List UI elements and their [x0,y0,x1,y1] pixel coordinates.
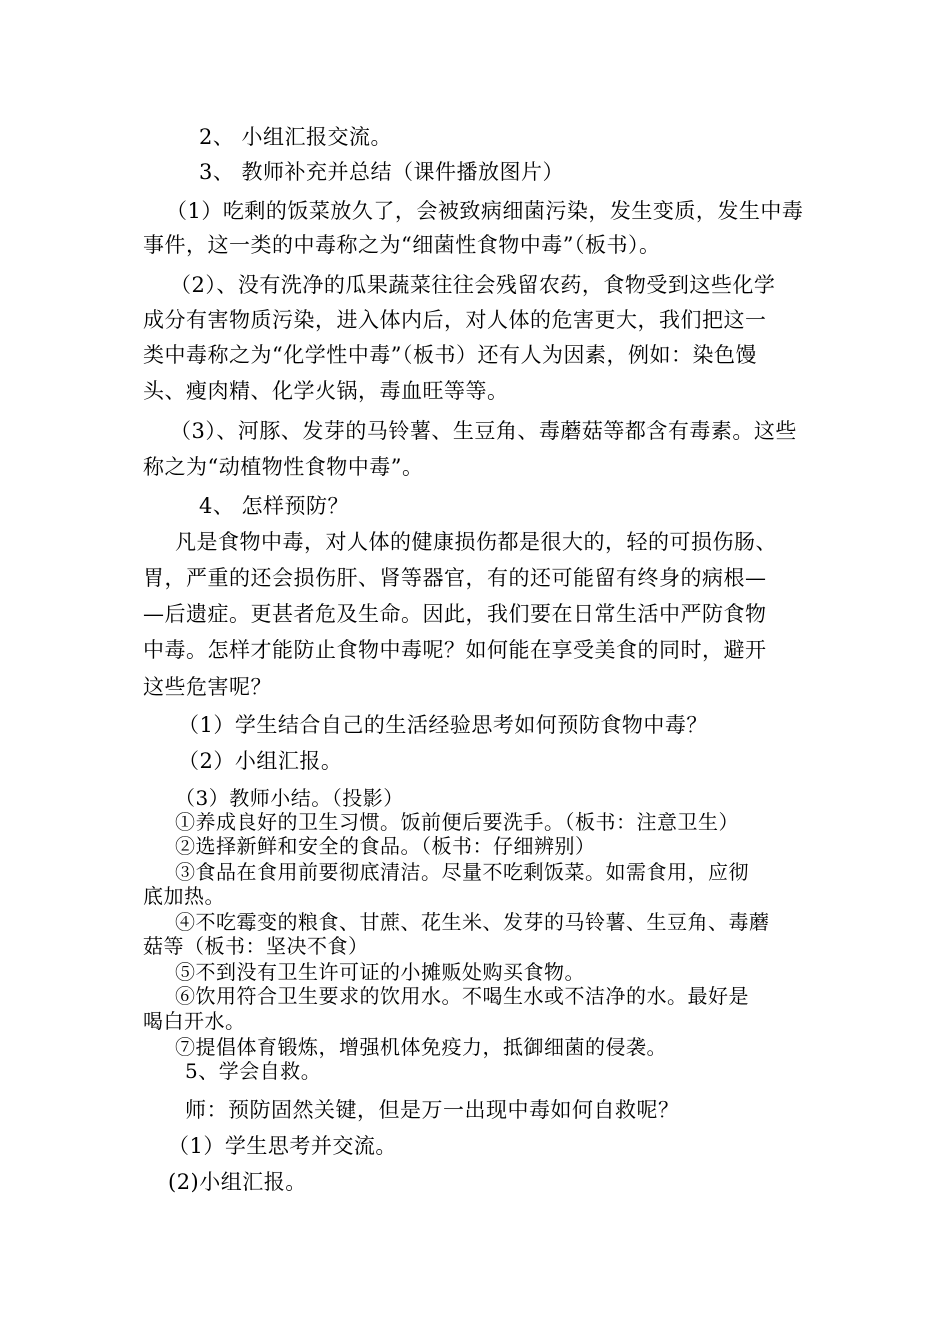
list-item: ⑥饮用符合卫生要求的饮用水。不喝生水或不洁净的水。最好是 [175,984,749,1008]
list-item: 菇等（板书：坚决不食） [143,934,369,958]
paragraph-line: 胃，严重的还会损伤肝、肾等器官，有的还可能留有终身的病根— [143,566,767,590]
paragraph-line: （2）、没有洗净的瓜果蔬菜往往会残留农药，食物受到这些化学 [170,273,776,297]
paragraph-line: 中毒。怎样才能防止食物中毒呢？如何能在享受美食的同时，避开 [143,638,767,662]
section-heading-2: 2、 小组汇报交流。 [199,125,393,149]
list-item: ②选择新鲜和安全的食品。（板书：仔细辨别） [175,834,596,858]
section-heading-4: 4、 怎样预防？ [199,494,350,518]
list-item: ④不吃霉变的粮食、甘蔗、花生米、发芽的马铃薯、生豆角、毒蘑 [175,910,770,934]
list-item: (2)小组汇报。 [168,1170,307,1194]
list-item: （1）学生结合自己的生活经验思考如何预防食物中毒？ [178,713,708,737]
list-item: ③食品在食用前要彻底清洁。尽量不吃剩饭菜。如需食用，应彻 [175,860,749,884]
section-heading-3: 3、 教师补充并总结（课件播放图片） [199,160,565,184]
list-item: 喝白开水。 [143,1009,246,1033]
list-item: ⑤不到没有卫生许可证的小摊贩处购买食物。 [175,960,585,984]
paragraph-line: 类中毒称之为“化学性中毒”（板书）还有人为因素，例如：染色馒 [143,343,757,367]
paragraph-line: 称之为“动植物性食物中毒”。 [143,455,424,479]
paragraph-line: （3）、河豚、发芽的马铃薯、生豆角、毒蘑菇等都含有毒素。这些 [170,419,797,443]
section-heading-5: 5、学会自救。 [185,1059,322,1083]
paragraph-line: 凡是食物中毒，对人体的健康损伤都是很大的，轻的可损伤肠、 [175,530,777,554]
paragraph-line: —后遗症。更甚者危及生命。因此，我们要在日常生活中严防食物 [143,602,767,626]
paragraph-line: 这些危害呢？ [143,675,272,699]
list-item: （3）教师小结。（投影） [175,786,404,810]
paragraph-line: （1）吃剩的饭菜放久了，会被致病细菌污染，发生变质，发生中毒 [166,199,804,223]
paragraph-line: 头、瘦肉精、化学火锅，毒血旺等等。 [143,379,509,403]
paragraph-line: 成分有害物质污染，进入体内后，对人体的危害更大，我们把这一 [143,308,767,332]
list-item: 底加热。 [143,884,225,908]
list-item: （1）学生思考并交流。 [168,1134,397,1158]
paragraph-line: 事件，这一类的中毒称之为“细菌性食物中毒”（板书）。 [143,233,661,257]
list-item: ①养成良好的卫生习惯。饭前便后要洗手。（板书：注意卫生） [175,810,739,834]
list-item: （2）小组汇报。 [178,749,343,773]
list-item: ⑦提倡体育锻炼，增强机体免疫力，抵御细菌的侵袭。 [175,1035,667,1059]
paragraph-line: 师：预防固然关键，但是万一出现中毒如何自救呢？ [185,1098,680,1122]
